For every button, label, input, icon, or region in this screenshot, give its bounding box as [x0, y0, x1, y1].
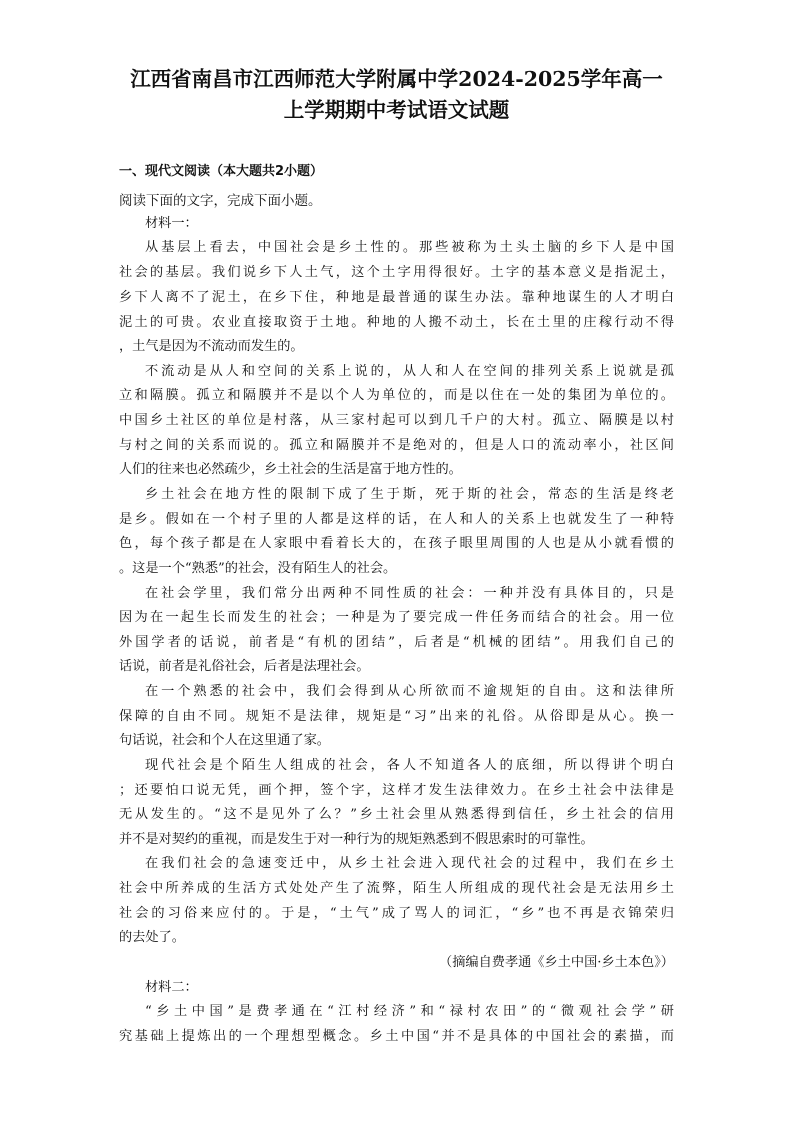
material1-line: 中国乡土社区的单位是村落，从三家村起可以到几千户的大村。孤立、隔膜是以村: [119, 413, 674, 428]
material1-line: 人们的往来也必然疏少，乡土社会的生活是富于地方性的。: [119, 462, 462, 477]
material1-line: 不流动是从人和空间的关系上说的，从人和人在空间的排列关系上说就是孤: [145, 364, 674, 379]
title-line-1: 江西省南昌市江西师范大学附属中学2024-2025学年高一: [130, 67, 663, 91]
material1-source: （摘编自费孝通《乡土中国·乡土本色》）: [439, 955, 674, 970]
material1-line: 外国学者的话说，前者是“有机的团结”，后者是“机械的团结”。用我们自己的: [119, 635, 674, 650]
material1-line: 并不是对契约的重视，而是发生于对一种行为的规矩熟悉到不假思索时的可靠性。: [119, 832, 594, 847]
material1-line: 话说，前者是礼俗社会，后者是法理社会。: [119, 659, 370, 674]
material1-line: 。这是一个“熟悉”的社会，没有陌生人的社会。: [119, 561, 397, 576]
material1-line: 因为在一起生长而发生的社会；一种是为了要完成一件任务而结合的社会。用一位: [119, 610, 674, 625]
title-line-2: 上学期期中考试语文试题: [283, 98, 510, 122]
material1-line: 社会中所养成的生活方式处处产生了流弊，陌生人所组成的现代社会是无法用乡土: [119, 881, 674, 896]
material1-line: 无从发生的。“这不是见外了么？”乡土社会里从熟悉得到信任，乡土社会的信用: [119, 807, 674, 822]
material1-line: 现代社会是个陌生人组成的社会，各人不知道各人的底细，所以得讲个明白: [145, 758, 674, 773]
material1-line: 在一个熟悉的社会中，我们会得到从心所欲而不逾规矩的自由。这和法律所: [145, 684, 674, 699]
material1-line: 泥土的可贵。农业直接取资于土地。种地的人搬不动土，长在土里的庄稼行动不得: [119, 315, 674, 330]
material1-line: 与村之间的关系而说的。孤立和隔膜并不是绝对的，但是人口的流动率小，社区间: [119, 438, 674, 453]
material1-line: 句话说，社会和个人在这里通了家。: [119, 733, 330, 748]
material1-line: 社会的习俗来应付的。于是，“土气”成了骂人的词汇，“乡”也不再是衣锦荣归: [119, 906, 674, 921]
instruction-text: 阅读下面的文字，完成下面小题。: [119, 193, 322, 209]
material1-line: ，土气是因为不流动而发生的。: [119, 339, 304, 354]
material1-line: 乡土社会在地方性的限制下成了生于斯，死于斯的社会，常态的生活是终老: [145, 487, 674, 502]
material1-line: 在我们社会的急速变迁中，从乡土社会进入现代社会的过程中，我们在乡土: [145, 856, 674, 871]
document-title: [90, 64, 703, 126]
material1-line: 色，每个孩子都是在人家眼中看着长大的，在孩子眼里周围的人也是从小就看惯的: [119, 536, 674, 551]
material1-line: ；还要怕口说无凭，画个押，签个字，这样才发生法律效力。在乡土社会中法律是: [119, 783, 674, 798]
material1-line: 乡下人离不了泥土，在乡下住，种地是最普通的谋生办法。靠种地谋生的人才明白: [119, 290, 674, 305]
material1-line: 立和隔膜。孤立和隔膜并不是以个人为单位的，而是以住在一处的集团为单位的。: [119, 388, 674, 403]
section-heading: 一、现代文阅读（本大题共2小题）: [119, 164, 324, 179]
material2-line: “乡土中国”是费孝通在“江村经济”和“禄村农田”的“微观社会学”研: [145, 1004, 674, 1019]
material1-line: 社会的基层。我们说乡下人土气，这个土字用得很好。土字的基本意义是指泥土，: [119, 265, 674, 280]
material1-label: 材料一：: [145, 216, 198, 231]
material2-line: 究基础上提炼出的一个理想型概念。乡土中国“并不是具体的中国社会的素描，而: [119, 1029, 674, 1044]
material1-line: 保障的自由不同。规矩不是法律，规矩是“习”出来的礼俗。从俗即是从心。换一: [119, 709, 674, 724]
material1-line: 在社会学里，我们常分出两种不同性质的社会：一种并没有具体目的，只是: [145, 586, 674, 601]
material1-line: 的去处了。: [119, 930, 185, 945]
material2-label: 材料二：: [145, 980, 198, 995]
material1-line: 是乡。假如在一个村子里的人都是这样的话，在人和人的关系上也就发生了一种特: [119, 512, 674, 527]
material1-line: 从基层上看去，中国社会是乡土性的。那些被称为土头土脑的乡下人是中国: [145, 240, 674, 255]
